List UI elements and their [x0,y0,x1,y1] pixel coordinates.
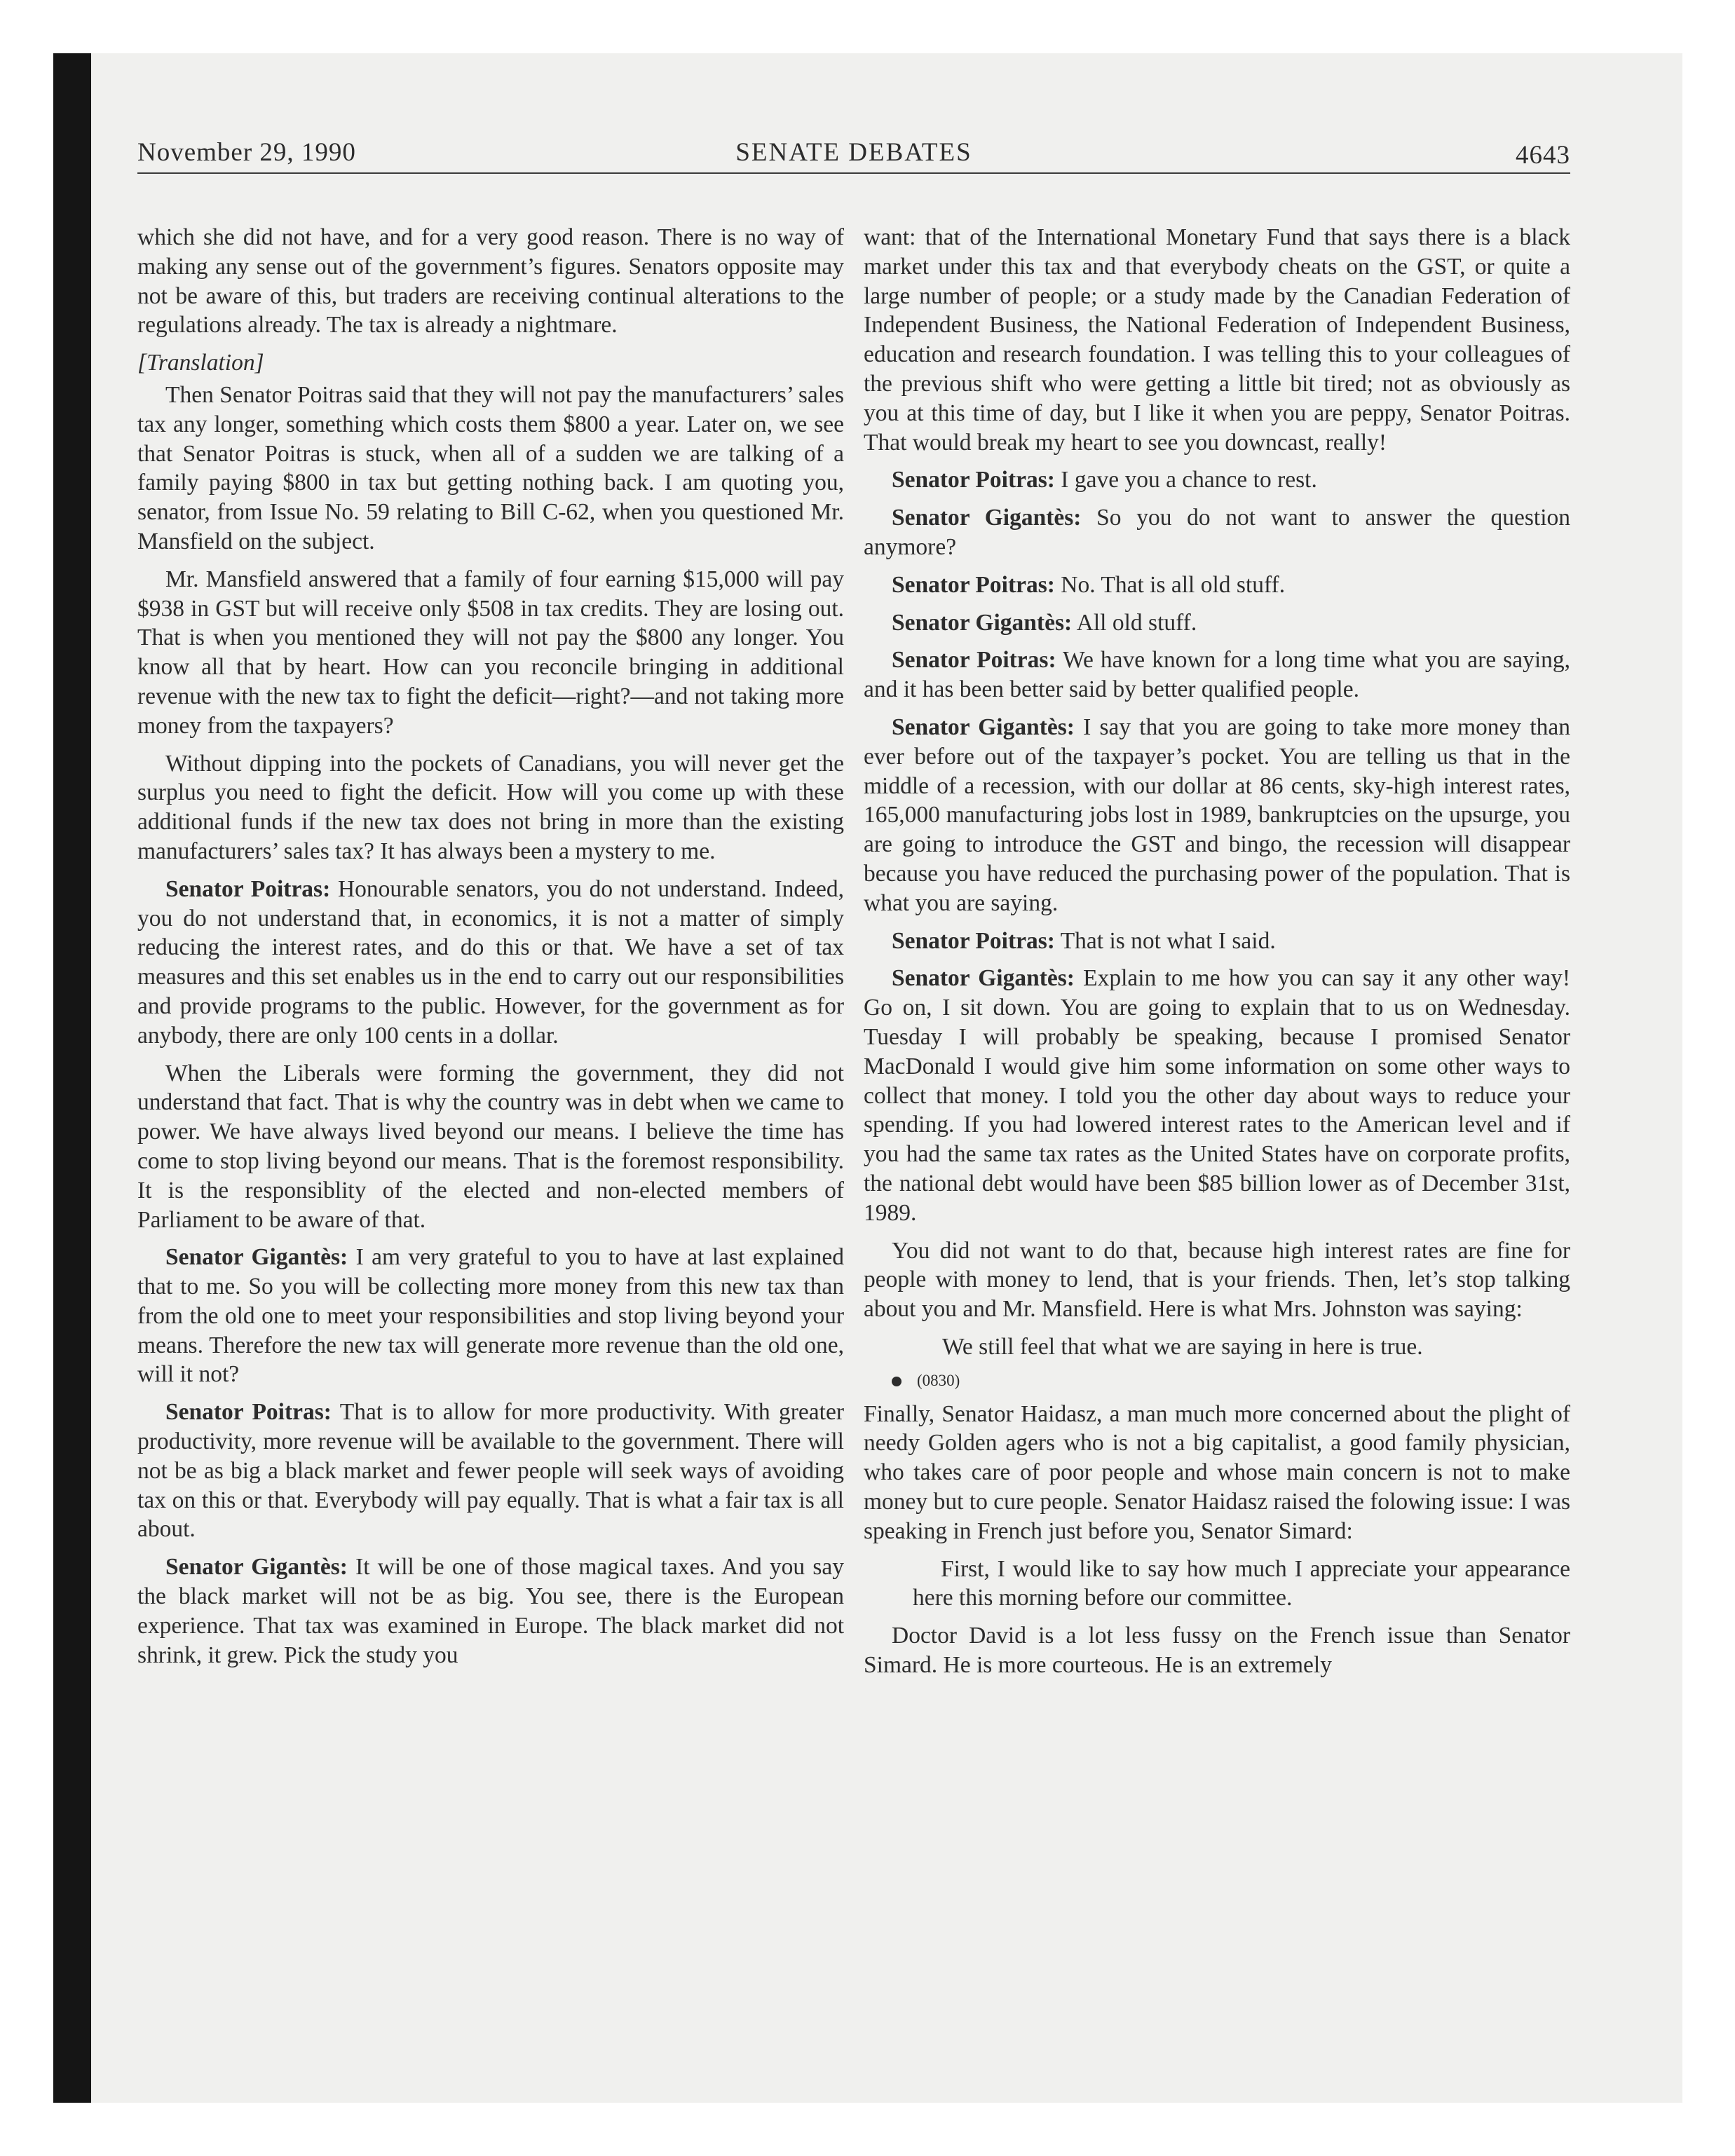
page-header [137,137,1570,174]
speaker-name: Senator Poitras: [892,647,1056,674]
paragraph: want: that of the International Monetary Fund that says there is a black market under this tax and that everybody cheats on the GST, or quite a large number of people; or a study made by the Canadian Federation of Independent Business, the National Federation of Independent Business, education and research foundation. I was telling this to your colleagues of the previous shift who were getting a little bit tired; not as obviously as you at this time of day, but I like it when you are peppy, Senator Poitras. That would break my heart to see you downcast, really! [864,224,1570,456]
speaker-name: Senator Poitras: [892,467,1055,493]
speech-text: Honourable senators, you do not understand. Indeed, you do not understand that, in economics, it is not a matter of simply reducing the interest rates, and do this or that. We have a set of tax measures and this set enables us in the end to carry out our responsibilities and provide programs to the public. However, for the government as for anybody, there are only 100 cents in a dollar. [137,875,845,1049]
speaker-name: Senator Poitras: [165,875,331,902]
paragraph: Finally, Senator Haidasz, a man much more concerned about the plight of needy Golden agers who is not a big capitalist, a good family physician, who takes care of poor people and whose main concern is not to make money but to cure people. Senator Haidasz raised the folowing issue: I was speaking in French just before you, Senator Simard: [864,1400,1570,1544]
paragraph: When the Liberals were forming the government, they did not understand that fact. That is why the country was in debt when we came to power. We have always lived beyond our means. I believe the time has come to stop living beyond our means. That is the foremost responsibility. It is the responsiblity of the elected and non-elected members of Parliament to be aware of that. [137,1060,844,1233]
speech [864,503,1570,562]
speaker-name: Senator Gigantès: [892,965,1075,992]
speech [137,1398,844,1544]
speaker-name: Senator Poitras: [892,927,1055,954]
speaker-name: Senator Gigantès: [892,714,1075,740]
header-date: November 29, 1990 [137,138,356,167]
speech [137,875,844,1051]
header-rule [137,172,1570,174]
speech [864,646,1570,704]
right-column [864,223,1570,1688]
block-quote: First, I would like to say how much I appreciate your appearance here this morning before our committee. [913,1555,1570,1611]
speech-text: I gave you a chance to rest. [1054,467,1317,493]
speech-text: That is not what I said. [1054,927,1276,954]
speech-text: It will be one of those magical taxes. And you say the black market will not be as big. You see, there is the European experience. That tax was examined in Europe. The black market did not shrink, it grew. Pick the study you [137,1554,844,1668]
binding-edge [53,53,91,2103]
speaker-name: Senator Poitras: [165,1399,332,1426]
speech [864,608,1570,638]
speaker-name: Senator Gigantès: [892,505,1082,531]
speaker-name: Senator Gigantès: [892,609,1073,636]
speech [864,964,1570,1227]
speech-text: We have known for a long time what you are saying, and it has been better said by better qualified people. [864,647,1570,703]
speech [864,465,1570,495]
paragraph: Mr. Mansfield answered that a family of four earning $15,000 will pay $938 in GST but will receive only $508 in tax credits. They are losing out. That is when you mentioned they will not pay the $800 any longer. You know all that by heart. How can you reconcile bringing in additional revenue with the new tax to fight the deficit—right?—and not taking more money from the taxpayers? [137,566,844,739]
speech-text: That is to allow for more productivity. With greater productivity, more revenue will be available to the government. There will not be as big a black market and fewer people will seek ways of avoiding tax on this or that. Everybody will pay equally. That is what a fair tax is all about. [137,1399,844,1543]
speech [864,713,1570,918]
speaker-name: Senator Gigantès: [165,1554,348,1581]
header-title: SENATE DEBATES [735,138,972,167]
speech-text: I say that you are going to take more money than ever before out of the taxpayer’s pocket. You are telling us that in the middle of a recession, with our dollar at 86 cents, sky-high interest rates, 165,000 manufacturing jobs lost in 1989, bankruptcies on the upsurge, you are going to introduce the GST and bingo, the recession will disappear because you have reduced the purchasing power of the population. That is what you are saying. [864,714,1570,916]
paragraph: Without dipping into the pockets of Canadians, you will never get the surplus you need to fight the deficit. How will you come up with these additional funds if the new tax does not bring in more than the existing manufacturers’ sales tax? It has always been a mystery to me. [137,750,844,864]
speaker-name: Senator Poitras: [892,571,1055,598]
paragraph: Doctor David is a lot less fussy on the French issue than Senator Simard. He is more courteous. He is an extremely [864,1623,1570,1679]
speech-text: So you do not want to answer the question anymore? [864,505,1571,560]
translation-note: [Translation] [137,350,264,376]
time-marker-text: (0830) [917,1371,960,1389]
speaker-name: Senator Gigantès: [165,1244,348,1271]
block-quote: We still feel that what we are saying in here is true. [942,1333,1423,1360]
paragraph: You did not want to do that, because high interest rates are fine for people with money to lend, that is your friends. Then, let’s stop talking about you and Mr. Mansfield. Here is what Mrs. Johnston was saying: [864,1237,1570,1323]
speech [864,927,1570,956]
paragraph: which she did not have, and for a very good reason. There is no way of making any sense out of the government’s figures. Senators opposite may not be aware of this, but traders are receiving continual alterations to the regulations already. The tax is already a nightmare. [137,224,844,339]
left-column [137,223,844,1678]
speech [137,1243,844,1389]
page-number: 4643 [1516,141,1570,170]
paragraph: Then Senator Poitras said that they will not pay the manufacturers’ sales tax any longer, something which costs them $800 a year. Later on, we see that Senator Poitras is stuck, when all of a sudden we are talking of a family paying $800 in tax but getting nothing back. I am quoting you, senator, from Issue No. 59 relating to Bill C-62, when you questioned Mr. Mansfield on the subject. [137,381,844,554]
time-marker [864,1370,1570,1391]
speech-text: No. That is all old stuff. [1054,571,1286,598]
speech-text: All old stuff. [1072,609,1197,636]
speech [864,571,1570,600]
speech-text: I am very grateful to you to have at last explained that to me. So you will be collecting more money from this new tax than from the old one to meet your responsibilities and stop living beyond your means. Therefore the new tax will generate more revenue than the old one, will it not? [137,1244,845,1388]
speech [137,1553,844,1670]
speech-text: Explain to me how you can say it any other way! Go on, I sit down. You are going to explain that to us on Wednesday. Tuesday I will probably be speaking, because I promised Senator MacDonald I would give him some information on some other ways to collect that money. I told you the other day about ways to reduce your spending. If you had lowered interest rates to the American level and if you had the same tax rates as the United States have on corporate profits, the national debt would have been $85 billion lower as of December 31st, 1989. [864,965,1570,1226]
bullet-icon [892,1377,901,1386]
